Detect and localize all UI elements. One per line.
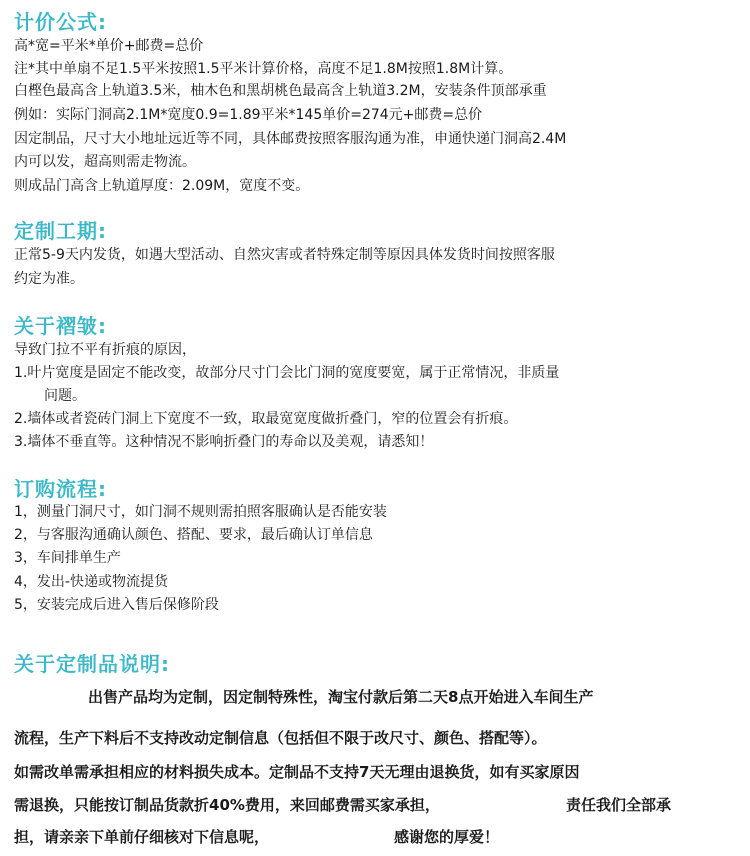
order-step-2: 2，与客服沟通确认颜色、搭配、要求，最后确认订单信息 [14,527,373,543]
custom-para-5a: 担，请亲亲下单前仔细核对下信息呢， [14,828,270,846]
pricing-line-4: 例如：实际门洞高2.1M*宽度0.9=1.89平米*145单价=274元+邮费=总价 [14,107,483,123]
wrinkle-line-2: 1.叶片宽度是固定不能改变，故部分尺寸门会比门洞的宽度要宽，属于正常情况，非质量 [14,365,560,381]
pricing-line-5: 因定制品，尺寸大小地址远近等不同，具体邮费按照客服沟通为准，申通快递门洞高2.4M [14,131,567,147]
custom-para-4b: 责任我们全部承 [566,796,672,814]
schedule-heading: 定制工期: [14,219,107,243]
wrinkle-line-4: 2.墙体或者瓷砖门洞上下宽度不一致，取最宽宽度做折叠门，窄的位置会有折痕。 [14,411,518,427]
order-step-4: 4，发出-快递或物流提货 [14,574,168,590]
wrinkle-heading: 关于褶皱: [14,314,107,338]
pricing-line-3: 白樫色最高含上轨道3.5米，柚木色和黑胡桃色最高含上轨道3.2M，安装条件顶部承重 [14,83,547,99]
pricing-line-7: 则成品门高含上轨道厚度：2.09M，宽度不变。 [14,178,310,194]
schedule-line-2: 约定为准。 [14,271,84,287]
schedule-line-1: 正常5-9天内发货，如遇大型活动、自然灾害或者特殊定制等原因具体发货时间按照客服 [14,247,555,263]
custom-para-3: 如需改单需承担相应的材料损失成本。定制品不支持7天无理由退换货，如有买家原因 [14,763,580,781]
custom-para-4a: 需退换，只能按订制品货款折40%费用，来回邮费需买家承担， [14,796,440,814]
custom-para-2: 流程，生产下料后不支持改动定制信息（包括但不限于改尺寸、颜色、搭配等）。 [14,729,547,747]
wrinkle-line-3: 问题。 [44,388,86,404]
order-step-1: 1，测量门洞尺寸，如门洞不规则需拍照客服确认是否能安装 [14,504,387,520]
pricing-line-6: 内可以发，超高则需走物流。 [14,154,196,170]
custom-para-5b: 感谢您的厚爱！ [394,828,500,846]
custom-heading: 关于定制品说明: [14,652,170,676]
wrinkle-line-5: 3.墙体不垂直等。这种情况不影响折叠门的寿命以及美观，请悉知！ [14,434,434,450]
order-step-3: 3，车间排单生产 [14,550,121,566]
pricing-heading: 计价公式: [14,10,107,34]
order-step-5: 5，安装完成后进入售后保修阶段 [14,597,219,613]
custom-para-1: 出售产品均为定制，因定制特殊性，淘宝付款后第二天8点开始进入车间生产 [88,688,594,706]
wrinkle-line-1: 导致门拉不平有折痕的原因， [14,342,196,358]
pricing-line-2: 注*其中单扇不足1.5平米按照1.5平米计算价格，高度不足1.8M按照1.8M计算。 [14,61,513,77]
pricing-line-1: 高*宽=平米*单价+邮费=总价 [14,38,204,54]
order-heading: 订购流程: [14,477,107,501]
